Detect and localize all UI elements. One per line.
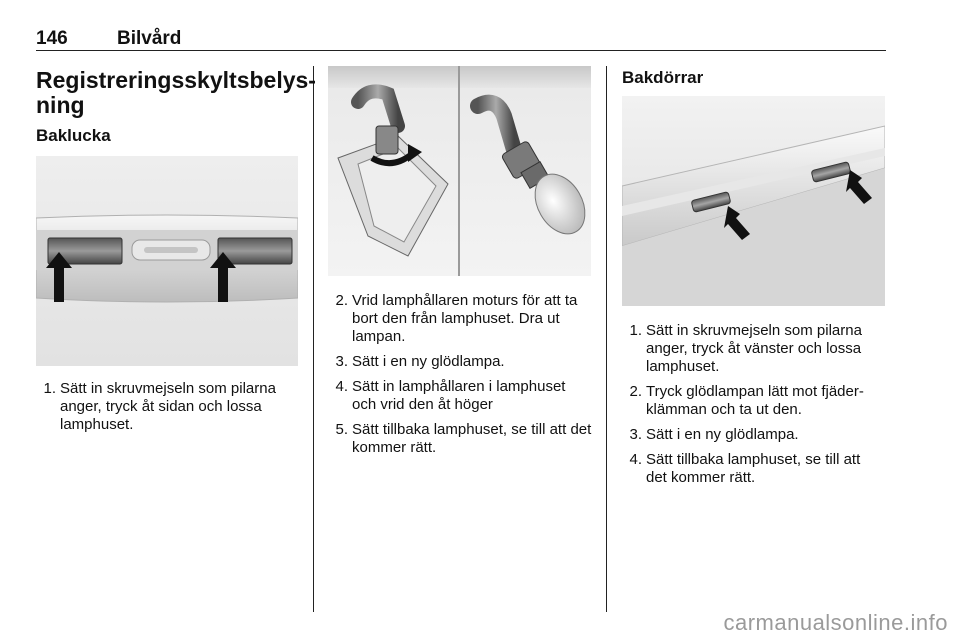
list-item: 2. Vrid lamphållaren moturs för att ta bort den från lamphuset. Dra ut lampan. <box>335 292 578 345</box>
section-title-line2: ning <box>36 92 85 118</box>
column-divider-1 <box>313 66 314 612</box>
section-title-line1: Registreringsskyltsbelys- <box>36 67 316 93</box>
steps-list-baklucka <box>36 380 298 441</box>
figure-lamp-holder <box>328 66 591 276</box>
lamp-holder-illustration <box>328 66 591 276</box>
list-item: 3. Sätt i en ny glödlampa. <box>629 426 799 443</box>
list-item: 5. Sätt tillbaka lamphuset, se till att det kommer rätt. <box>335 421 592 456</box>
list-item: 2. Tryck glödlampan lätt mot fjäderklämman och ta ut den. <box>629 383 864 418</box>
column-divider-2 <box>606 66 607 612</box>
list-item: 1. Sätt in skruvmejseln som pilarna anger, tryck åt sidan och lossa lamphuset. <box>43 380 276 433</box>
tailgate-illustration <box>36 156 298 366</box>
list-item: 4. Sätt in lamphållaren i lamphuset och vrid den åt höger <box>335 378 566 413</box>
figure-tailgate-lamps <box>36 156 298 366</box>
section-title <box>36 67 316 118</box>
list-item: 4. Sätt tillbaka lamphuset, se till att det kommer rätt. <box>629 451 861 486</box>
list-item: 3. Sätt i en ny glödlampa. <box>335 353 505 370</box>
list-item: 1. Sätt in skruvmejseln som pilarna anger, tryck åt vänster och lossa lamphuset. <box>629 322 862 375</box>
steps-list-bakdorrar <box>622 322 885 494</box>
steps-list-baklucka-continued <box>328 292 593 464</box>
chapter-title: Bilvård <box>117 28 182 49</box>
watermark: carmanualsonline.info <box>723 610 948 635</box>
header-divider <box>36 50 886 51</box>
figure-rear-door-lamps <box>622 96 885 306</box>
rear-door-illustration <box>622 96 885 306</box>
page-number: 146 <box>36 28 68 49</box>
subtitle-bakdorrar: Bakdörrar <box>622 68 704 87</box>
subtitle-baklucka: Baklucka <box>36 126 111 145</box>
